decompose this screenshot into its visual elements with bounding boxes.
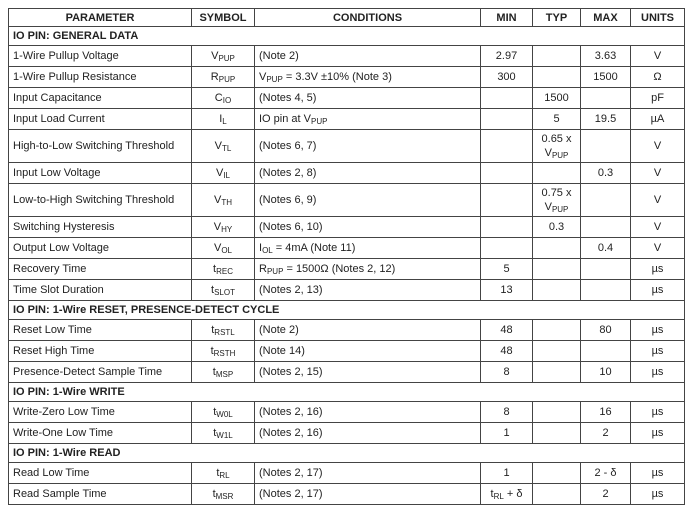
symbol-cell — [192, 280, 255, 301]
conditions-text: (Notes 2, 17) — [259, 488, 323, 500]
conditions-cell — [255, 109, 481, 130]
symbol-base: t — [213, 427, 217, 439]
table-row — [9, 130, 685, 163]
units-cell: V — [631, 184, 685, 217]
symbol-base: C — [214, 92, 223, 104]
symbol-subscript: RL — [219, 471, 230, 480]
max-cell — [581, 259, 631, 280]
max-cell: 2 — [581, 484, 631, 505]
typ-subscript: PUP — [551, 151, 569, 160]
symbol-cell — [192, 109, 255, 130]
typ-cell — [533, 130, 581, 163]
max-cell: 2 — [581, 423, 631, 444]
table-row — [9, 109, 685, 130]
symbol-base: t — [210, 345, 214, 357]
header-units: UNITS — [631, 9, 685, 27]
symbol-base: V — [213, 194, 222, 206]
conditions-cell — [255, 423, 481, 444]
conditions-text: (Note 2) — [259, 324, 299, 336]
conditions-text: (Notes 2, 13) — [259, 284, 323, 296]
max-cell: 2 - δ — [581, 463, 631, 484]
max-cell: 1500 — [581, 67, 631, 88]
parameter-cell: High-to-Low Switching Threshold — [9, 130, 192, 163]
parameter-cell: Time Slot Duration — [9, 280, 192, 301]
typ-line-2: V — [544, 201, 552, 213]
parameter-cell: Reset Low Time — [9, 320, 192, 341]
table-row — [9, 88, 685, 109]
units-cell: pF — [631, 88, 685, 109]
typ-cell: 0.3 — [533, 217, 581, 238]
symbol-cell — [192, 88, 255, 109]
typ-cell — [533, 280, 581, 301]
min-cell: 48 — [481, 320, 533, 341]
symbol-cell — [192, 463, 255, 484]
typ-cell — [533, 163, 581, 184]
parameter-cell: 1-Wire Pullup Voltage — [9, 46, 192, 67]
conditions-text-end: = 1500Ω (Notes 2, 12) — [283, 263, 396, 275]
conditions-text: (Notes 2, 15) — [259, 366, 323, 378]
typ-cell — [533, 238, 581, 259]
units-cell: µs — [631, 320, 685, 341]
units-cell: µA — [631, 109, 685, 130]
table-row — [9, 163, 685, 184]
conditions-cell — [255, 341, 481, 362]
parameter-cell: Read Sample Time — [9, 484, 192, 505]
section-row — [9, 301, 685, 320]
symbol-cell — [192, 130, 255, 163]
symbol-cell — [192, 217, 255, 238]
conditions-cell — [255, 184, 481, 217]
header-parameter: PARAMETER — [9, 9, 192, 27]
conditions-cell — [255, 67, 481, 88]
symbol-base: t — [212, 488, 216, 500]
conditions-cell — [255, 402, 481, 423]
units-cell: V — [631, 130, 685, 163]
min-cell — [481, 484, 533, 505]
symbol-subscript: PUP — [218, 75, 236, 84]
parameter-cell: Input Capacitance — [9, 88, 192, 109]
symbol-subscript: MSR — [215, 492, 234, 501]
typ-subscript: PUP — [551, 205, 569, 214]
units-cell: µs — [631, 280, 685, 301]
min-cell: 300 — [481, 67, 533, 88]
symbol-base: t — [213, 263, 217, 275]
max-cell: 16 — [581, 402, 631, 423]
section-row — [9, 383, 685, 402]
min-text-end: + δ — [503, 488, 523, 500]
symbol-base: R — [210, 71, 219, 83]
min-cell: 8 — [481, 402, 533, 423]
min-cell: 48 — [481, 341, 533, 362]
min-cell — [481, 163, 533, 184]
units-cell: µs — [631, 341, 685, 362]
min-cell — [481, 184, 533, 217]
header-typ: TYP — [533, 9, 581, 27]
min-cell — [481, 88, 533, 109]
parameter-cell: 1-Wire Pullup Resistance — [9, 67, 192, 88]
table-row — [9, 402, 685, 423]
header-max: MAX — [581, 9, 631, 27]
parameter-cell: Write-One Low Time — [9, 423, 192, 444]
min-cell: 1 — [481, 463, 533, 484]
symbol-subscript: TL — [222, 144, 232, 153]
max-cell: 0.4 — [581, 238, 631, 259]
conditions-cell — [255, 163, 481, 184]
units-cell: V — [631, 163, 685, 184]
header-conditions: CONDITIONS — [255, 9, 481, 27]
symbol-base: t — [213, 406, 217, 418]
symbol-subscript: RSTH — [213, 349, 236, 358]
section-title: IO PIN: 1-Wire WRITE — [9, 383, 685, 402]
units-cell: µs — [631, 402, 685, 423]
conditions-cell — [255, 238, 481, 259]
min-cell: 1 — [481, 423, 533, 444]
max-cell: 3.63 — [581, 46, 631, 67]
max-cell — [581, 217, 631, 238]
min-cell: 8 — [481, 362, 533, 383]
typ-stack — [542, 186, 572, 214]
conditions-text: (Notes 2, 16) — [259, 406, 323, 418]
table-row — [9, 259, 685, 280]
conditions-cell — [255, 259, 481, 280]
symbol-subscript: IO — [222, 96, 232, 105]
symbol-base: V — [215, 167, 224, 179]
min-cell — [481, 130, 533, 163]
symbol-subscript: W0L — [216, 410, 233, 419]
header-row — [9, 9, 685, 27]
units-cell: µs — [631, 463, 685, 484]
parameter-cell: Read Low Time — [9, 463, 192, 484]
table-row — [9, 423, 685, 444]
typ-cell — [533, 259, 581, 280]
max-cell: 80 — [581, 320, 631, 341]
conditions-text: (Note 14) — [259, 345, 305, 357]
symbol-base: t — [211, 284, 215, 296]
symbol-cell — [192, 320, 255, 341]
typ-cell: 5 — [533, 109, 581, 130]
min-subscript: RL — [493, 492, 504, 501]
min-cell — [481, 238, 533, 259]
conditions-cell — [255, 484, 481, 505]
header-symbol: SYMBOL — [192, 9, 255, 27]
conditions-subscript: PUP — [266, 75, 283, 84]
max-cell — [581, 130, 631, 163]
units-cell: Ω — [631, 67, 685, 88]
conditions-text: (Notes 2, 17) — [259, 467, 323, 479]
symbol-cell — [192, 402, 255, 423]
typ-cell — [533, 402, 581, 423]
typ-cell — [533, 67, 581, 88]
parameter-cell: Output Low Voltage — [9, 238, 192, 259]
max-cell — [581, 88, 631, 109]
section-row — [9, 444, 685, 463]
max-cell: 19.5 — [581, 109, 631, 130]
symbol-subscript: W1L — [216, 431, 233, 440]
table-row — [9, 463, 685, 484]
min-cell — [481, 109, 533, 130]
table-row — [9, 362, 685, 383]
typ-cell: 1500 — [533, 88, 581, 109]
conditions-subscript: OL — [262, 246, 273, 255]
max-cell: 10 — [581, 362, 631, 383]
conditions-cell — [255, 46, 481, 67]
typ-cell — [533, 484, 581, 505]
conditions-text: (Notes 6, 7) — [259, 140, 317, 152]
symbol-cell — [192, 423, 255, 444]
symbol-base: V — [214, 140, 222, 152]
conditions-cell — [255, 217, 481, 238]
symbol-cell — [192, 46, 255, 67]
typ-cell — [533, 423, 581, 444]
parameter-cell: Input Low Voltage — [9, 163, 192, 184]
typ-line-1: 0.75 x — [541, 187, 572, 199]
symbol-subscript: IL — [223, 171, 230, 180]
symbol-subscript: REC — [216, 267, 233, 276]
table-row — [9, 341, 685, 362]
table-row — [9, 280, 685, 301]
conditions-text: (Note 2) — [259, 50, 299, 62]
conditions-text: IO pin at V — [259, 113, 311, 125]
conditions-cell — [255, 280, 481, 301]
min-cell: 13 — [481, 280, 533, 301]
symbol-base: t — [211, 324, 215, 336]
symbol-cell — [192, 484, 255, 505]
typ-cell — [533, 320, 581, 341]
symbol-cell — [192, 238, 255, 259]
symbol-cell — [192, 362, 255, 383]
conditions-text: V — [259, 71, 267, 83]
min-cell — [481, 217, 533, 238]
symbol-cell — [192, 184, 255, 217]
table-row — [9, 184, 685, 217]
typ-cell — [533, 362, 581, 383]
table-row — [9, 217, 685, 238]
parameter-cell: Presence-Detect Sample Time — [9, 362, 192, 383]
electrical-characteristics-table — [8, 8, 685, 505]
table-row — [9, 46, 685, 67]
typ-cell — [533, 184, 581, 217]
typ-cell — [533, 463, 581, 484]
conditions-cell — [255, 320, 481, 341]
parameter-cell: Input Load Current — [9, 109, 192, 130]
units-cell: V — [631, 238, 685, 259]
units-cell: V — [631, 217, 685, 238]
min-text: t — [490, 488, 494, 500]
symbol-cell — [192, 163, 255, 184]
conditions-text: (Notes 4, 5) — [259, 92, 317, 104]
conditions-subscript: PUP — [266, 267, 284, 276]
max-cell — [581, 341, 631, 362]
symbol-base: t — [212, 366, 216, 378]
section-title: IO PIN: GENERAL DATA — [9, 27, 685, 46]
conditions-cell — [255, 362, 481, 383]
parameter-cell: Write-Zero Low Time — [9, 402, 192, 423]
symbol-cell — [192, 67, 255, 88]
table-row — [9, 484, 685, 505]
max-cell — [581, 184, 631, 217]
symbol-subscript: HY — [221, 225, 233, 234]
parameter-cell: Reset High Time — [9, 341, 192, 362]
symbol-base: V — [213, 221, 222, 233]
symbol-subscript: RSTL — [214, 328, 235, 337]
section-row — [9, 27, 685, 46]
conditions-text: R — [259, 263, 267, 275]
symbol-cell — [192, 259, 255, 280]
table-row — [9, 67, 685, 88]
min-cell: 2.97 — [481, 46, 533, 67]
conditions-text: (Notes 2, 8) — [259, 167, 317, 179]
conditions-text-end: = 4mA (Note 11) — [272, 242, 356, 254]
symbol-subscript: L — [222, 117, 227, 126]
symbol-base: V — [213, 242, 222, 254]
table-row — [9, 320, 685, 341]
symbol-cell — [192, 341, 255, 362]
conditions-cell — [255, 130, 481, 163]
conditions-text-end: = 3.3V ±10% (Note 3) — [282, 71, 392, 83]
units-cell: µs — [631, 423, 685, 444]
parameter-cell: Recovery Time — [9, 259, 192, 280]
section-title: IO PIN: 1-Wire RESET, PRESENCE-DETECT CYCLE — [9, 301, 685, 320]
symbol-subscript: SLOT — [214, 288, 235, 297]
conditions-text: (Notes 2, 16) — [259, 427, 323, 439]
conditions-text: (Notes 6, 10) — [259, 221, 323, 233]
parameter-cell: Low-to-High Switching Threshold — [9, 184, 192, 217]
typ-line-1: 0.65 x — [541, 133, 572, 145]
symbol-base: I — [219, 113, 223, 125]
typ-cell — [533, 46, 581, 67]
symbol-subscript: MSP — [215, 370, 234, 379]
conditions-text: I — [259, 242, 263, 254]
conditions-subscript: PUP — [310, 117, 328, 126]
units-cell: V — [631, 46, 685, 67]
symbol-base: V — [211, 50, 219, 62]
symbol-subscript: TH — [221, 198, 232, 207]
typ-cell — [533, 341, 581, 362]
symbol-subscript: PUP — [218, 54, 235, 63]
units-cell: µs — [631, 259, 685, 280]
conditions-text: (Notes 6, 9) — [259, 194, 317, 206]
max-cell: 0.3 — [581, 163, 631, 184]
min-cell: 5 — [481, 259, 533, 280]
conditions-cell — [255, 88, 481, 109]
parameter-cell: Switching Hysteresis — [9, 217, 192, 238]
typ-line-2: V — [544, 147, 552, 159]
table-row — [9, 238, 685, 259]
units-cell: µs — [631, 362, 685, 383]
max-cell — [581, 280, 631, 301]
section-title: IO PIN: 1-Wire READ — [9, 444, 685, 463]
symbol-base: t — [216, 467, 220, 479]
units-cell: µs — [631, 484, 685, 505]
conditions-cell — [255, 463, 481, 484]
typ-stack — [542, 132, 572, 160]
header-min: MIN — [481, 9, 533, 27]
symbol-subscript: OL — [221, 246, 232, 255]
